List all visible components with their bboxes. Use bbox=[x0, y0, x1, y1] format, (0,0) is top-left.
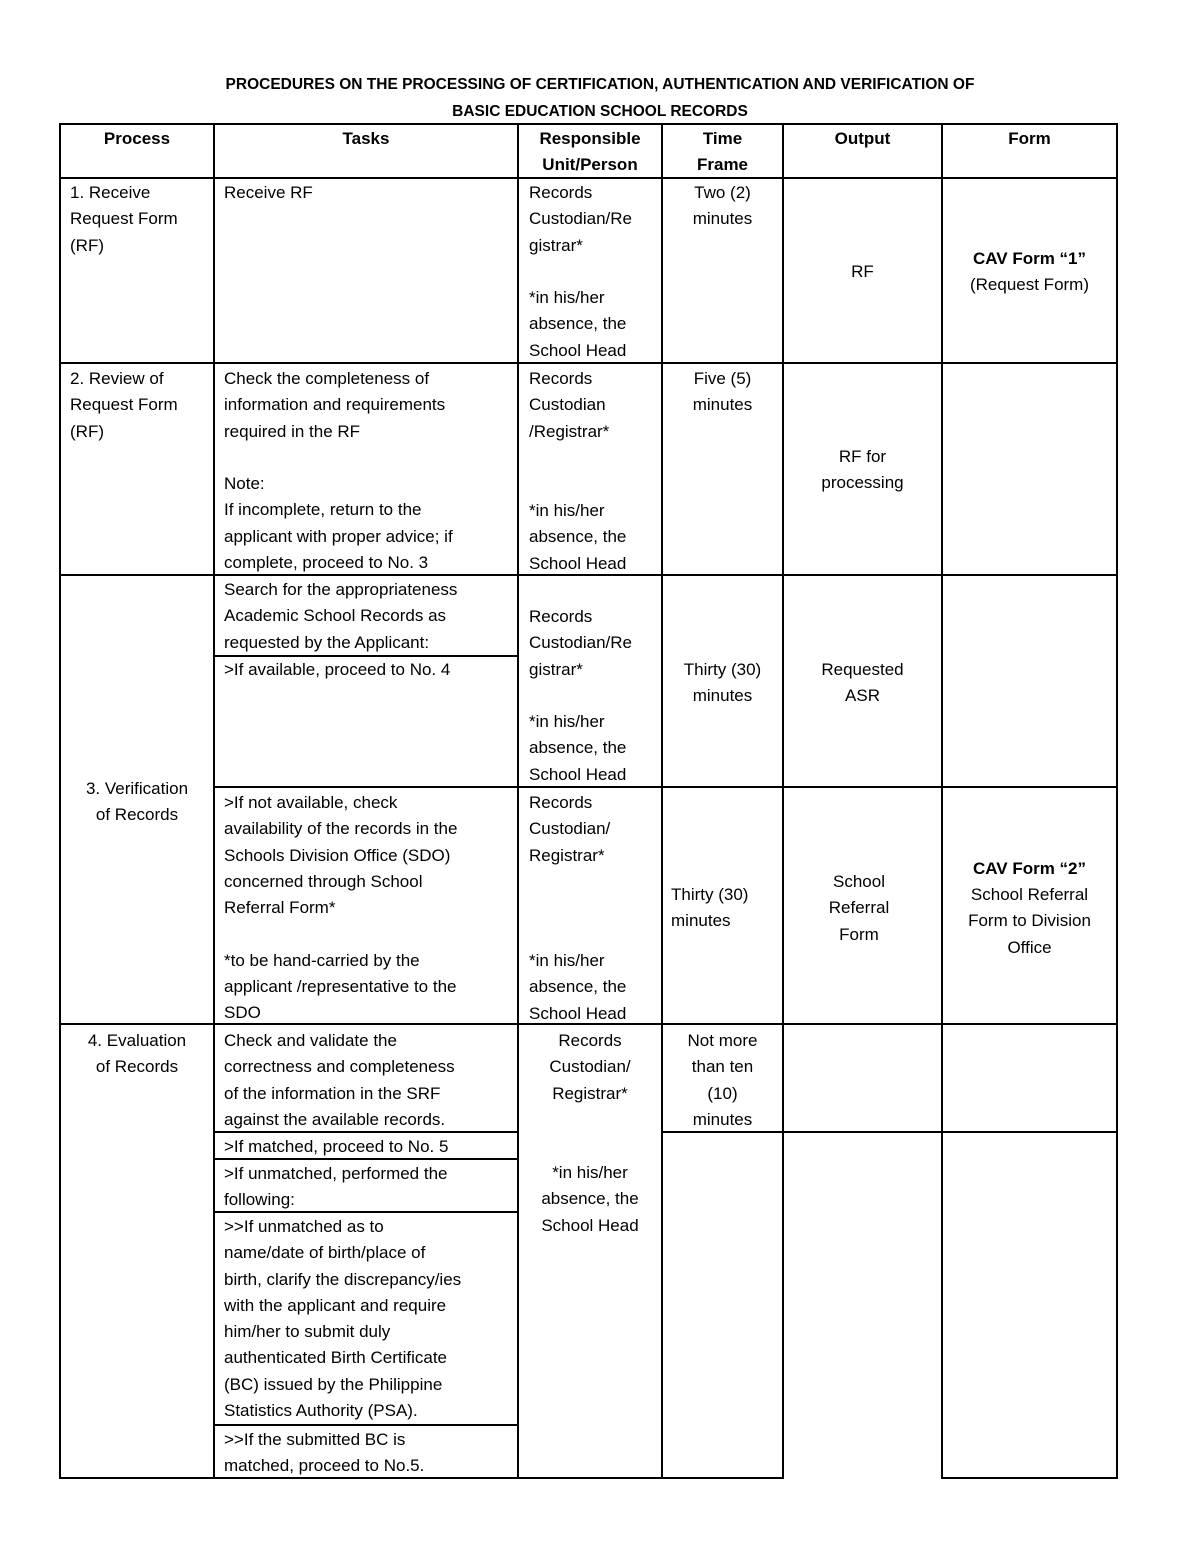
col-divider-output bbox=[782, 123, 784, 1479]
row2-output: RF for processing bbox=[821, 447, 904, 493]
row3-form-description: School Referral Form to Division Office bbox=[968, 885, 1091, 957]
row3-task-search: Search for the appropriateness Academic School Records as requested by the Applicant: bbox=[224, 580, 458, 652]
row3-output-b: School Referral Form bbox=[828, 872, 890, 944]
row4-task-bc-matched: >>If the submitted BC is matched, proceed to No.5. bbox=[224, 1430, 425, 1476]
row3-task-if-not-available: >If not available, check availability of the records in the Schools Division Office (SDO) concerned through School Referral Form* *to be hand-carried by the applicant /representative to the SDO bbox=[224, 793, 458, 1023]
row3-responsible-a: Records Custodian/Re gistrar* *in his/her absence, the School Head bbox=[529, 607, 633, 784]
table-border-right bbox=[1116, 123, 1118, 1479]
col-divider-tasks bbox=[213, 123, 215, 1479]
row3-output-a: Requested ASR bbox=[821, 660, 904, 706]
row3-time-frame-b: Thirty (30) minutes bbox=[671, 885, 749, 931]
header-time-frame: Time Frame bbox=[696, 129, 749, 175]
row3-process: 3. Verification of Records bbox=[85, 779, 189, 825]
row3-responsible-b: Records Custodian/ Registrar* bbox=[529, 793, 611, 865]
row1-task: Receive RF bbox=[224, 183, 313, 202]
col-divider-time bbox=[661, 123, 663, 1479]
row4-task-check: Check and validate the correctness and completeness of the information in the SRF against the available records. bbox=[224, 1031, 455, 1129]
header-responsible: Responsible Unit/Person bbox=[539, 129, 641, 175]
header-form: Form bbox=[1008, 129, 1051, 148]
row3-responsible-b-note: *in his/her absence, the School Head bbox=[529, 951, 627, 1023]
row3-time-frame-a: Thirty (30) minutes bbox=[683, 660, 762, 706]
row2-responsible: Records Custodian /Registrar* bbox=[529, 369, 610, 441]
document-title-line1: PROCEDURES ON THE PROCESSING OF CERTIFICATION, AUTHENTICATION AND VERIFICATION OF bbox=[225, 76, 975, 93]
row2-task: Check the completeness of information and requirements required in the RF Note: If incomplete, return to the applicant with proper advice; if complete, proceed to No. 3 bbox=[224, 369, 453, 573]
row1-form-description: (Request Form) bbox=[969, 275, 1090, 294]
row3-sub-divider bbox=[213, 786, 1118, 788]
row2-responsible-note: *in his/her absence, the School Head bbox=[529, 501, 627, 573]
row1-form-name: CAV Form “1” bbox=[972, 249, 1087, 268]
row4-responsible-note: *in his/her absence, the School Head bbox=[541, 1163, 639, 1235]
document-title-line2: BASIC EDUCATION SCHOOL RECORDS bbox=[452, 103, 748, 120]
table-border-top bbox=[59, 123, 1118, 125]
col-divider-responsible bbox=[517, 123, 519, 1479]
row4-process: 4. Evaluation of Records bbox=[87, 1031, 187, 1077]
row4-task-clarify: >>If unmatched as to name/date of birth/place of birth, clarify the discrepancy/ies with the applicant and require him/her to submit duly authenticated Birth Certificate (BC) issued by the Philippine Statistics Authority (PSA). bbox=[224, 1217, 462, 1421]
row1-responsible: Records Custodian/Re gistrar* *in his/her absence, the School Head bbox=[529, 183, 633, 360]
row3-task-if-available: >If available, proceed to No. 4 bbox=[224, 660, 451, 679]
row4-time-frame: Not more than ten (10) minutes bbox=[687, 1031, 758, 1129]
row4-task-if-matched: >If matched, proceed to No. 5 bbox=[224, 1137, 449, 1156]
table-border-bottom-form bbox=[941, 1477, 1118, 1479]
header-output: Output bbox=[834, 129, 891, 148]
row4-task-if-unmatched: >If unmatched, performed the following: bbox=[224, 1164, 448, 1210]
row2-process: 2. Review of Request Form (RF) bbox=[70, 369, 178, 441]
col-divider-form bbox=[941, 123, 943, 1479]
header-tasks: Tasks bbox=[342, 129, 390, 148]
row2-time-frame: Five (5) minutes bbox=[692, 369, 753, 415]
row1-output: RF bbox=[851, 262, 874, 281]
row1-time-frame: Two (2) minutes bbox=[692, 183, 753, 229]
row4-responsible: Records Custodian/ Registrar* bbox=[549, 1031, 631, 1103]
row3-form-name: CAV Form “2” bbox=[972, 859, 1087, 878]
header-process: Process bbox=[103, 129, 171, 148]
row1-process: 1. Receive Request Form (RF) bbox=[70, 183, 178, 255]
